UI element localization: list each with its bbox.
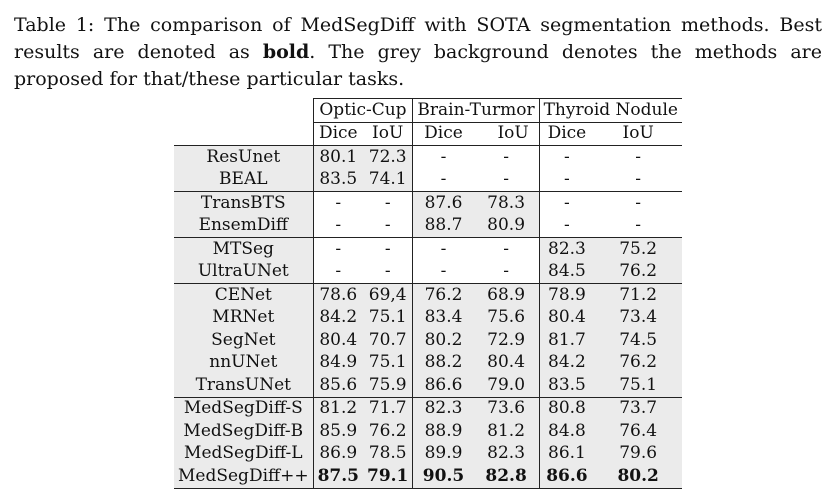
cell-best: 79.1 xyxy=(363,465,413,488)
cell: 70.7 xyxy=(363,329,413,352)
method-name: MRNet xyxy=(174,307,313,330)
table-row xyxy=(174,307,682,330)
cell: - xyxy=(313,261,363,284)
cell: - xyxy=(413,238,474,261)
cell: 81.7 xyxy=(539,329,594,352)
cell: 72.3 xyxy=(363,146,413,169)
method-name: SegNet xyxy=(174,329,313,352)
cell: 76.2 xyxy=(413,284,474,307)
cell: - xyxy=(363,192,413,215)
cell: 80.8 xyxy=(539,397,594,420)
cell: 84.2 xyxy=(539,352,594,375)
cell: 71.2 xyxy=(594,284,682,307)
cell: - xyxy=(564,215,570,235)
method-name: MedSegDiff++ xyxy=(174,465,313,488)
caption-bold-word: bold xyxy=(262,41,310,63)
caption-text: Table 1: The comparison of MedSegDiff with SOTA segmentation methods. Best results are denoted as xyxy=(14,14,822,63)
cell: 69,4 xyxy=(363,284,413,307)
cell: 82.3 xyxy=(539,238,594,261)
cell-best: 82.8 xyxy=(474,465,539,488)
cell-best: 87.5 xyxy=(313,465,363,488)
group-thyroid-nodule: Thyroid Nodule xyxy=(539,99,682,123)
method-name: MTSeg xyxy=(174,238,313,261)
cell: - xyxy=(635,169,642,189)
method-name: BEAL xyxy=(174,169,313,192)
cell: - xyxy=(635,215,642,235)
cell: 83.5 xyxy=(539,374,594,397)
cell: 71.7 xyxy=(363,397,413,420)
cell: 81.2 xyxy=(474,420,539,443)
cell: - xyxy=(313,192,363,215)
cell: - xyxy=(474,238,539,261)
cell: - xyxy=(440,169,447,189)
col-header: IoU xyxy=(594,122,682,146)
table-row xyxy=(174,284,682,307)
cell: - xyxy=(313,215,363,238)
cell: - xyxy=(594,146,682,169)
cell: 75.1 xyxy=(363,352,413,375)
method-name: MedSegDiff-L xyxy=(174,443,313,466)
cell: 75.2 xyxy=(594,238,682,261)
empty-corner xyxy=(174,122,313,146)
col-header: Dice xyxy=(539,122,594,146)
cell: 89.9 xyxy=(413,443,474,466)
cell: 75.1 xyxy=(363,307,413,330)
cell: - xyxy=(474,169,539,192)
cell: 78.5 xyxy=(363,443,413,466)
cell: - xyxy=(474,261,539,284)
cell: 86.1 xyxy=(539,443,594,466)
cell-best: 90.5 xyxy=(413,465,474,488)
cell: 81.2 xyxy=(313,397,363,420)
cell: - xyxy=(363,215,413,238)
cell: 76.2 xyxy=(363,420,413,443)
table-row xyxy=(174,169,682,192)
cell: 76.2 xyxy=(594,261,682,284)
cell: 85.9 xyxy=(313,420,363,443)
method-name: MedSegDiff-S xyxy=(174,397,313,420)
cell: 80.4 xyxy=(313,329,363,352)
col-header: IoU xyxy=(474,122,539,146)
cell: 73.7 xyxy=(594,397,682,420)
cell: 80.2 xyxy=(413,329,474,352)
method-name: CENet xyxy=(174,284,313,307)
cell: 84.2 xyxy=(313,307,363,330)
cell: 79.6 xyxy=(594,443,682,466)
method-name: MedSegDiff-B xyxy=(174,420,313,443)
cell: 82.3 xyxy=(413,397,474,420)
cell: 88.9 xyxy=(413,420,474,443)
cell: - xyxy=(564,169,570,189)
cell-best: 80.2 xyxy=(594,465,682,488)
table-row xyxy=(174,465,682,488)
cell: 80.4 xyxy=(474,352,539,375)
cell: 79.0 xyxy=(474,374,539,397)
group-optic-cup: Optic-Cup xyxy=(313,99,413,123)
cell: 75.6 xyxy=(474,307,539,330)
table-row xyxy=(174,238,682,261)
col-header: Dice xyxy=(313,122,363,146)
cell: 78.3 xyxy=(474,192,539,215)
group-brain-tumor: Brain-Turmor xyxy=(413,99,539,123)
table-row xyxy=(174,397,682,420)
cell: 76.4 xyxy=(594,420,682,443)
cell: 84.9 xyxy=(313,352,363,375)
cell: 68.9 xyxy=(474,284,539,307)
cell: 88.2 xyxy=(413,352,474,375)
table-row xyxy=(174,329,682,352)
cell: 80.1 xyxy=(313,146,363,169)
cell: 73.4 xyxy=(594,307,682,330)
method-name: EnsemDiff xyxy=(174,215,313,238)
cell: 86.6 xyxy=(413,374,474,397)
cell: 74.1 xyxy=(363,169,413,192)
table-row xyxy=(174,374,682,397)
method-name: TransUNet xyxy=(174,374,313,397)
cell: - xyxy=(440,261,447,281)
cell: 82.3 xyxy=(474,443,539,466)
table-row xyxy=(174,146,682,169)
method-name: TransBTS xyxy=(174,192,313,215)
cell: 76.2 xyxy=(594,352,682,375)
method-name: UltraUNet xyxy=(174,261,313,284)
col-header: Dice xyxy=(413,122,474,146)
cell: 74.5 xyxy=(594,329,682,352)
empty-corner xyxy=(174,99,313,123)
table-row xyxy=(174,443,682,466)
group-header-row xyxy=(174,99,682,123)
subheader-row xyxy=(174,122,682,146)
cell: 88.7 xyxy=(413,215,474,238)
cell: 73.6 xyxy=(474,397,539,420)
cell: - xyxy=(363,261,413,284)
cell: 80.9 xyxy=(474,215,539,238)
cell: 86.9 xyxy=(313,443,363,466)
cell-best: 86.6 xyxy=(539,465,594,488)
cell: - xyxy=(363,238,413,261)
method-name: ResUnet xyxy=(174,146,313,169)
cell: 84.8 xyxy=(539,420,594,443)
cell: - xyxy=(539,192,594,215)
cell: 83.5 xyxy=(313,169,363,192)
results-table xyxy=(174,98,682,489)
cell: 80.4 xyxy=(539,307,594,330)
cell: 87.6 xyxy=(413,192,474,215)
cell: 78.9 xyxy=(539,284,594,307)
caption-text-end: . The grey background denotes the methods are proposed for that/these particular tasks. xyxy=(14,41,822,90)
method-name: nnUNet xyxy=(174,352,313,375)
cell: 83.4 xyxy=(413,307,474,330)
cell: 75.9 xyxy=(363,374,413,397)
cell: 75.1 xyxy=(594,374,682,397)
col-header: IoU xyxy=(363,122,413,146)
table-row xyxy=(174,215,682,238)
cell: - xyxy=(594,192,682,215)
cell: 85.6 xyxy=(313,374,363,397)
cell: - xyxy=(413,146,474,169)
table-row xyxy=(174,420,682,443)
cell: - xyxy=(313,238,363,261)
table-row xyxy=(174,352,682,375)
cell: - xyxy=(474,146,539,169)
cell: - xyxy=(539,146,594,169)
cell: 78.6 xyxy=(313,284,363,307)
table-row xyxy=(174,261,682,284)
table-row xyxy=(174,192,682,215)
table-caption xyxy=(14,12,822,93)
cell: 84.5 xyxy=(539,261,594,284)
cell: 72.9 xyxy=(474,329,539,352)
